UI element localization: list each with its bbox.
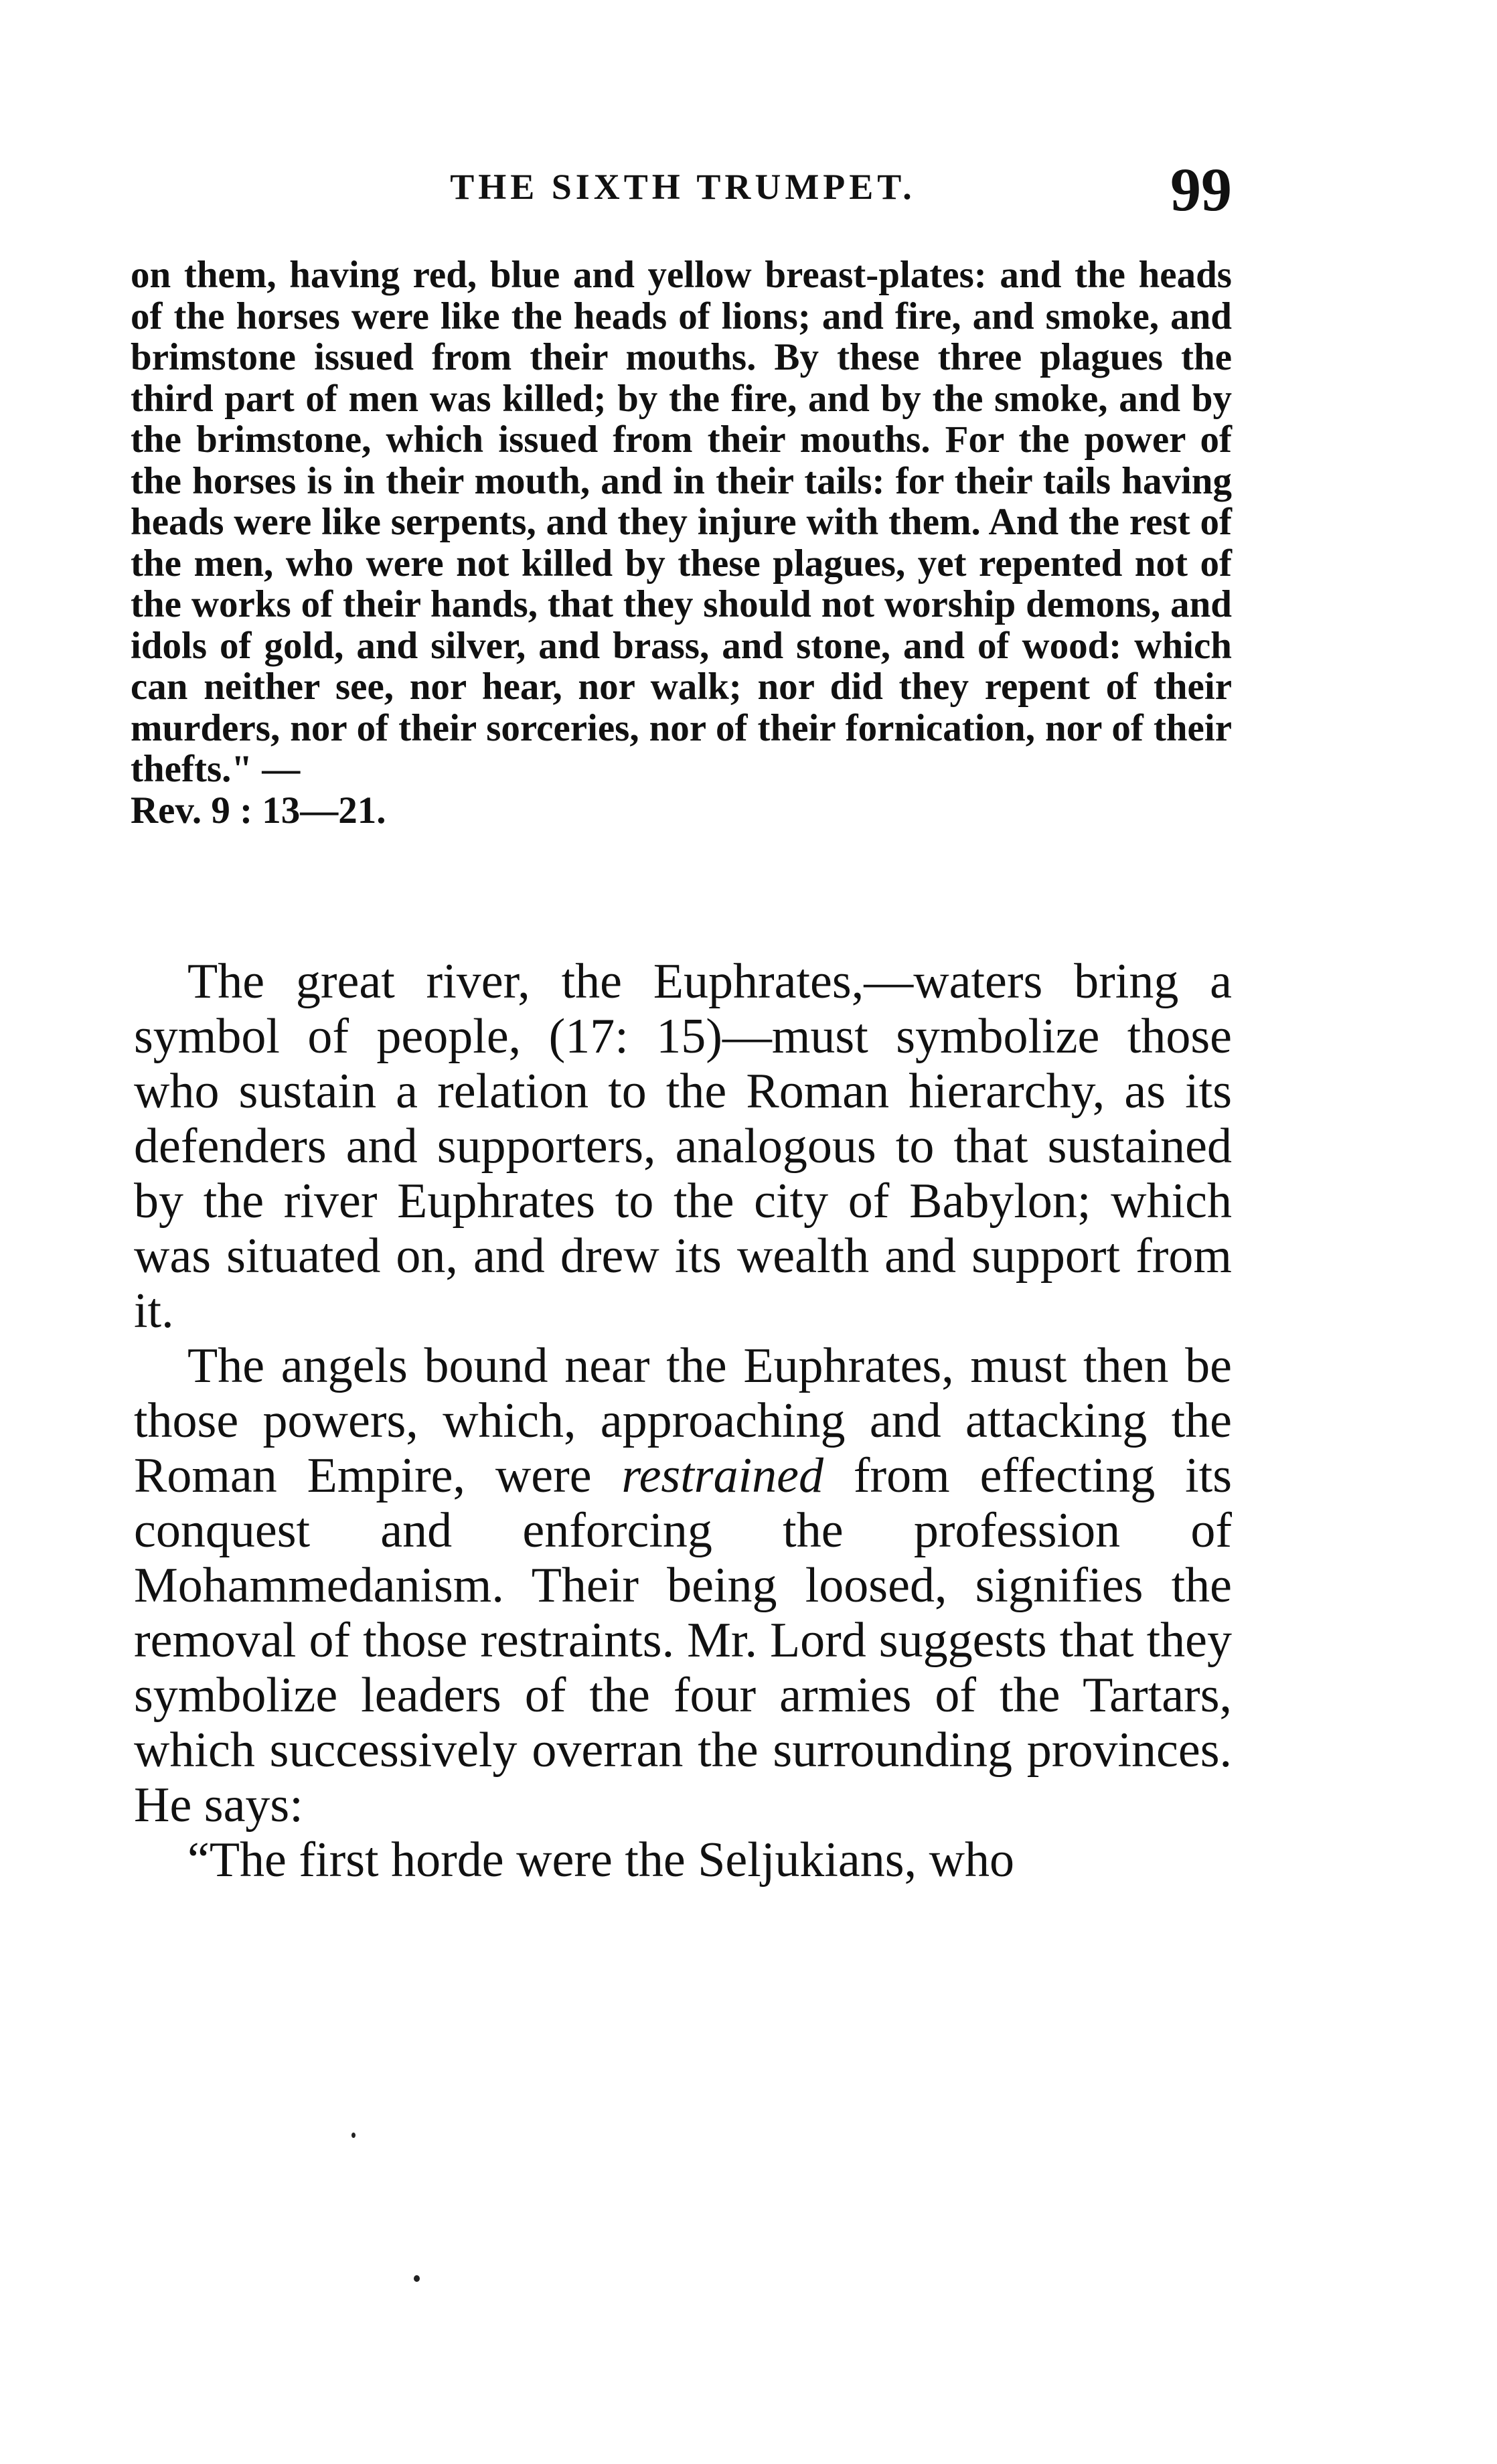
scripture-quotation	[131, 254, 1232, 831]
ink-speck	[351, 2133, 356, 2138]
running-head: THE SIXTH TRUMPET.	[450, 167, 916, 207]
quotation-citation: Rev. 9 : 13—21.	[131, 789, 386, 832]
paragraph-angels-end: from effecting its conquest and enforcing the profession of Mohammedanism. Their being loosed, signifies the removal of those restraints. Mr. Lord suggests that they symbolize leaders of the four armies of the Tartars, which successively overran the surrounding provinces. He says:	[134, 1448, 1233, 1833]
paragraph-euphrates: The great river, the Euphrates,—waters bring a symbol of people, (17: 15)—must symbolize those who sustain a relation to the Roman hierarchy, as its defenders and supporters, analogous to that sustained by the river Euphrates to the city of Babylon; which was situated on, and drew its wealth and support from it.	[134, 954, 1232, 1338]
paragraph-angels-start: The angels bound near the Euphrates, must then be those powers, which, approaching and attacking the Roman Empire, were	[134, 1338, 1232, 1503]
emphasis-restrained: restrained	[621, 1448, 823, 1503]
page-number: 99	[1170, 155, 1232, 224]
ink-speck	[414, 2275, 420, 2282]
paragraph-quote-start: “The first horde were the Seljukians, who	[187, 1833, 1015, 1888]
page-header	[134, 154, 1232, 228]
quotation-text: on them, having red, blue and yellow breast-plates: and the heads of the horses were like the heads of lions; and fire, and smoke, and brimstone issued from their mouths. By these three plagues the third part of men was killed; by the fire, and by the smoke, and by the brimstone, which issued from their mouths. For the power of the horses is in their mouth, and in their tails: for their tails having heads were like serpents, and they injure with them. And the rest of the men, who were not killed by these plagues, yet repented not of the works of their hands, that they should not worship demons, and idols of gold, and silver, and brass, and stone, and of wood: which can neither see, nor hear, nor walk; nor did they repent of their murders, nor of their sorceries, nor of their fornication, nor of their thefts." —	[131, 254, 1232, 790]
commentary-body	[134, 954, 1232, 1888]
paragraph-angels	[134, 1338, 1232, 1833]
